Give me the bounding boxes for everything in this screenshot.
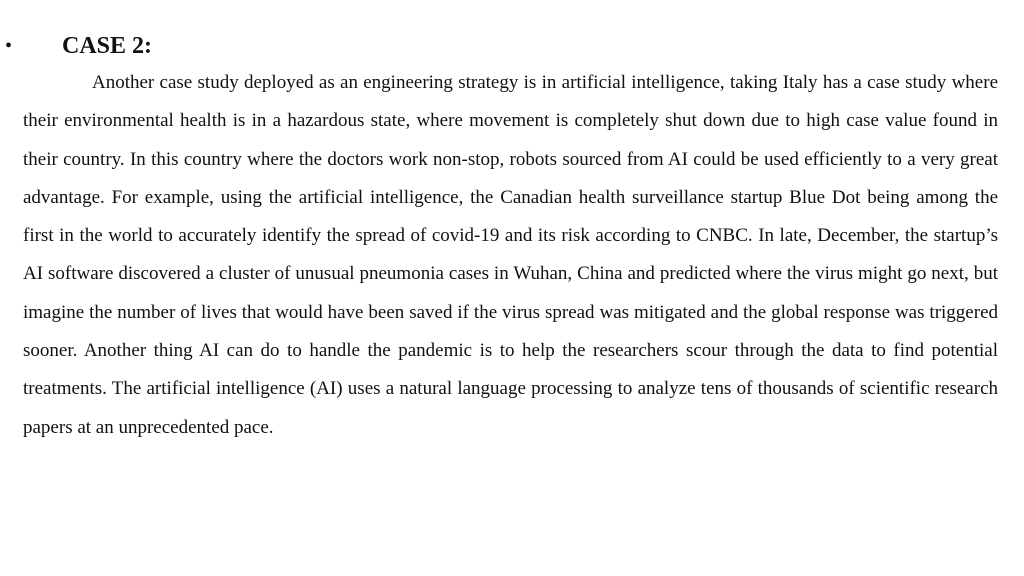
bullet-point: • (5, 35, 13, 57)
case-heading: CASE 2: (62, 33, 153, 59)
case-body-paragraph: Another case study deployed as an engineering strategy is in artificial intelligence, taking Italy has a case study where their environmental health is in a hazardous state, where movement is completely shut down due to high case value found in their country. In this country where the doctors work non-stop, robots sourced from AI could be used efficiently to a very great advantage. For example, using the artificial intelligence, the Canadian health surveillance startup Blue Dot being among the first in the world to accurately identify the spread of covid-19 and its risk according to CNBC. In late, December, the startup’s AI software discovered a cluster of unusual pneumonia cases in Wuhan, China and predicted where the virus might go next, but imagine the number of lives that would have been saved if the virus spread was mitigated and the global response was triggered sooner. Another thing AI can do to handle the pandemic is to help the researchers scour through the data to find potential treatments. The artificial intelligence (AI) uses a natural language processing to analyze tens of thousands of scientific research papers at an unprecedented pace. (23, 72, 998, 438)
